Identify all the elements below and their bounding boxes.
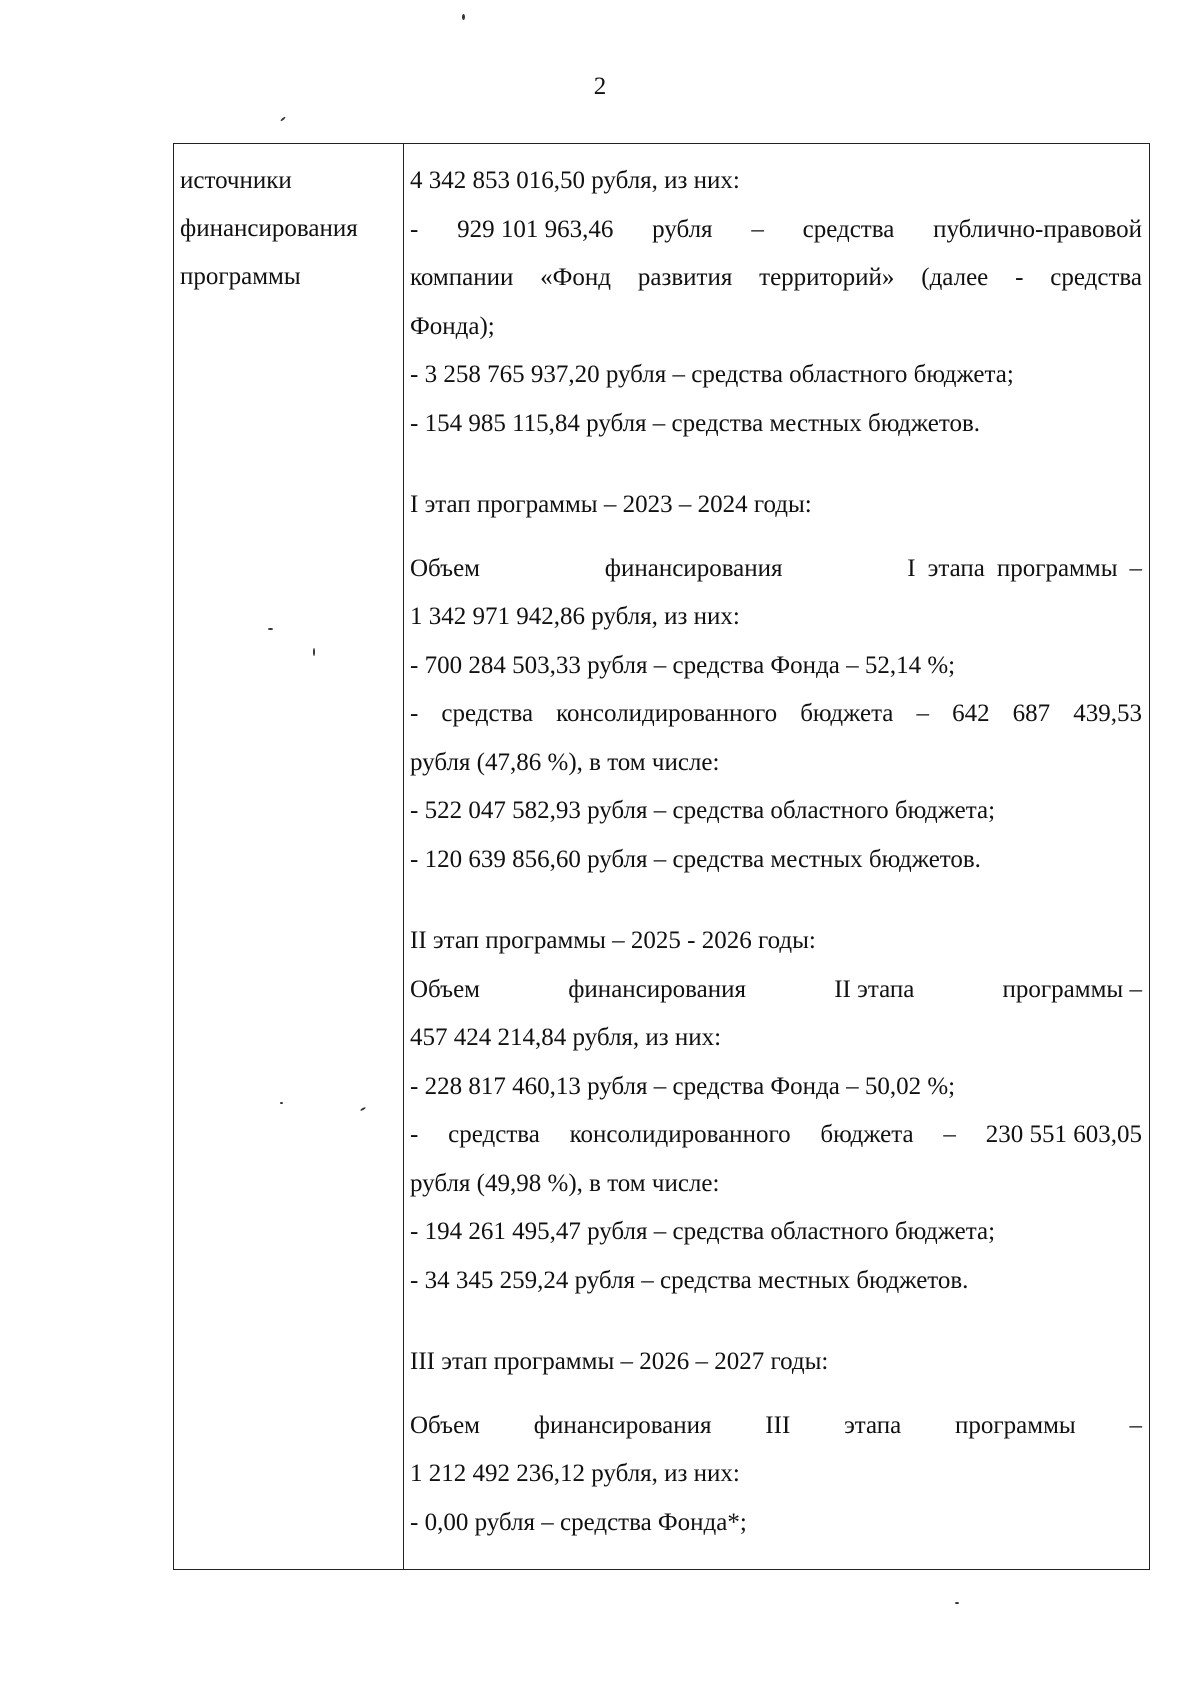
column-divider xyxy=(403,144,404,1569)
word: развития xyxy=(637,264,733,291)
stage1-consolidated-tail: рубля (47,86 %), в том числе: xyxy=(410,748,720,776)
stage3-title: III этап программы – 2026 – 2027 годы: xyxy=(410,1348,829,1375)
word: - xyxy=(1015,264,1024,291)
word: программы xyxy=(955,1411,1076,1439)
word: – xyxy=(751,215,764,243)
scan-speck xyxy=(268,628,273,630)
word: финансирования xyxy=(604,554,783,582)
fund-line-2 xyxy=(410,254,1142,303)
stage2-regional-line: - 194 261 495,47 рубля – средства областного бюджета; xyxy=(410,1218,996,1245)
word: (далее xyxy=(921,264,989,291)
stage3-volume-amount: 1 212 492 236,12 рубля, из них: xyxy=(410,1460,740,1487)
stage3-fund-line: - 0,00 рубля – средства Фонда*; xyxy=(410,1508,747,1536)
total-amount: 4 342 853 016,50 рубля, из них: xyxy=(410,167,740,194)
word: средства xyxy=(441,700,534,727)
stage1-fund-line: - 700 284 503,33 рубля – средства Фонда – 52,14 %; xyxy=(410,651,956,679)
local-budget-line: - 154 985 115,84 рубля – средства местных бюджетов. xyxy=(410,409,981,437)
stage2-consolidated-line xyxy=(410,1111,1142,1160)
stage1-volume-tail xyxy=(907,545,1142,594)
label-line-3: программы xyxy=(180,263,301,290)
stage1-regional-line: - 522 047 582,93 рубля – средства областного бюджета; xyxy=(410,797,996,824)
word: рубля xyxy=(652,215,713,243)
stage1-volume-line xyxy=(410,545,1142,594)
stage2-fund-line: - 228 817 460,13 рубля – средства Фонда – 50,02 %; xyxy=(410,1072,956,1100)
word: «Фонд xyxy=(540,264,612,291)
regional-budget-line: - 3 258 765 937,20 рубля – средства областного бюджета; xyxy=(410,361,1014,388)
word: публично-правовой xyxy=(933,215,1142,243)
word: средства xyxy=(802,215,895,243)
word: финансирования xyxy=(533,1411,712,1439)
value-cell xyxy=(410,157,1142,1547)
stage1-consolidated-line xyxy=(410,690,1142,739)
word: II этапа xyxy=(834,975,915,1003)
stage1-volume-amount: 1 342 971 942,86 рубля, из них: xyxy=(410,603,740,630)
label-cell xyxy=(180,157,398,301)
word: консолидированного xyxy=(556,700,778,727)
word: 439,53 xyxy=(1073,700,1142,727)
word: компании xyxy=(410,264,514,291)
word: 230 551 603,05 xyxy=(985,1121,1142,1148)
word: бюджета xyxy=(820,1121,914,1148)
word: 687 xyxy=(1012,700,1051,727)
word: бюджета xyxy=(800,700,894,727)
word: – xyxy=(916,700,929,727)
stage2-volume-amount: 457 424 214,84 рубля, из них: xyxy=(410,1024,722,1051)
word: территорий» xyxy=(759,264,895,291)
word: 642 xyxy=(952,700,990,727)
stage1-local-line: - 120 639 856,60 рубля – средства местных бюджетов. xyxy=(410,845,981,873)
word: Объем xyxy=(410,975,480,1003)
stage2-volume-line xyxy=(410,966,1142,1015)
word: программы – xyxy=(1002,975,1142,1003)
scan-speck xyxy=(313,648,315,656)
stage2-local-line: - 34 345 259,24 рубля – средства местных бюджетов. xyxy=(410,1266,969,1294)
word: – xyxy=(1129,1411,1142,1439)
word: финансирования xyxy=(568,975,746,1003)
label-line-1: источники xyxy=(180,167,292,194)
word: средства xyxy=(448,1121,540,1148)
word: консолидированного xyxy=(569,1121,791,1148)
scan-speck xyxy=(280,1102,283,1104)
scan-speck xyxy=(462,14,465,20)
word: – xyxy=(1129,554,1142,582)
word: Объем xyxy=(410,1411,480,1439)
word: этапа xyxy=(844,1411,902,1439)
word: I xyxy=(907,554,916,582)
word: - xyxy=(410,700,419,727)
word: – xyxy=(943,1121,956,1148)
scan-speck xyxy=(955,1602,959,1604)
scan-speck xyxy=(280,116,286,121)
word: программы xyxy=(996,554,1118,582)
word: этапа xyxy=(927,554,985,582)
word: Объем xyxy=(410,554,480,582)
stage3-volume-line xyxy=(410,1402,1142,1451)
stage2-title: II этап программы – 2025 - 2026 годы: xyxy=(410,927,816,954)
word: - xyxy=(410,215,419,243)
financing-table xyxy=(173,143,1150,1570)
stage1-title: I этап программы – 2023 – 2024 годы: xyxy=(410,491,812,518)
word: III xyxy=(765,1411,791,1439)
fund-line-3: Фонда); xyxy=(410,312,495,340)
fund-line-1 xyxy=(410,206,1142,255)
page-number: 2 xyxy=(593,73,607,100)
label-line-2: финансирования xyxy=(180,215,358,242)
word: 929 101 963,46 xyxy=(457,215,614,243)
stage2-consolidated-tail: рубля (49,98 %), в том числе: xyxy=(410,1169,720,1197)
word: - xyxy=(410,1121,419,1148)
word: средства xyxy=(1050,264,1142,291)
